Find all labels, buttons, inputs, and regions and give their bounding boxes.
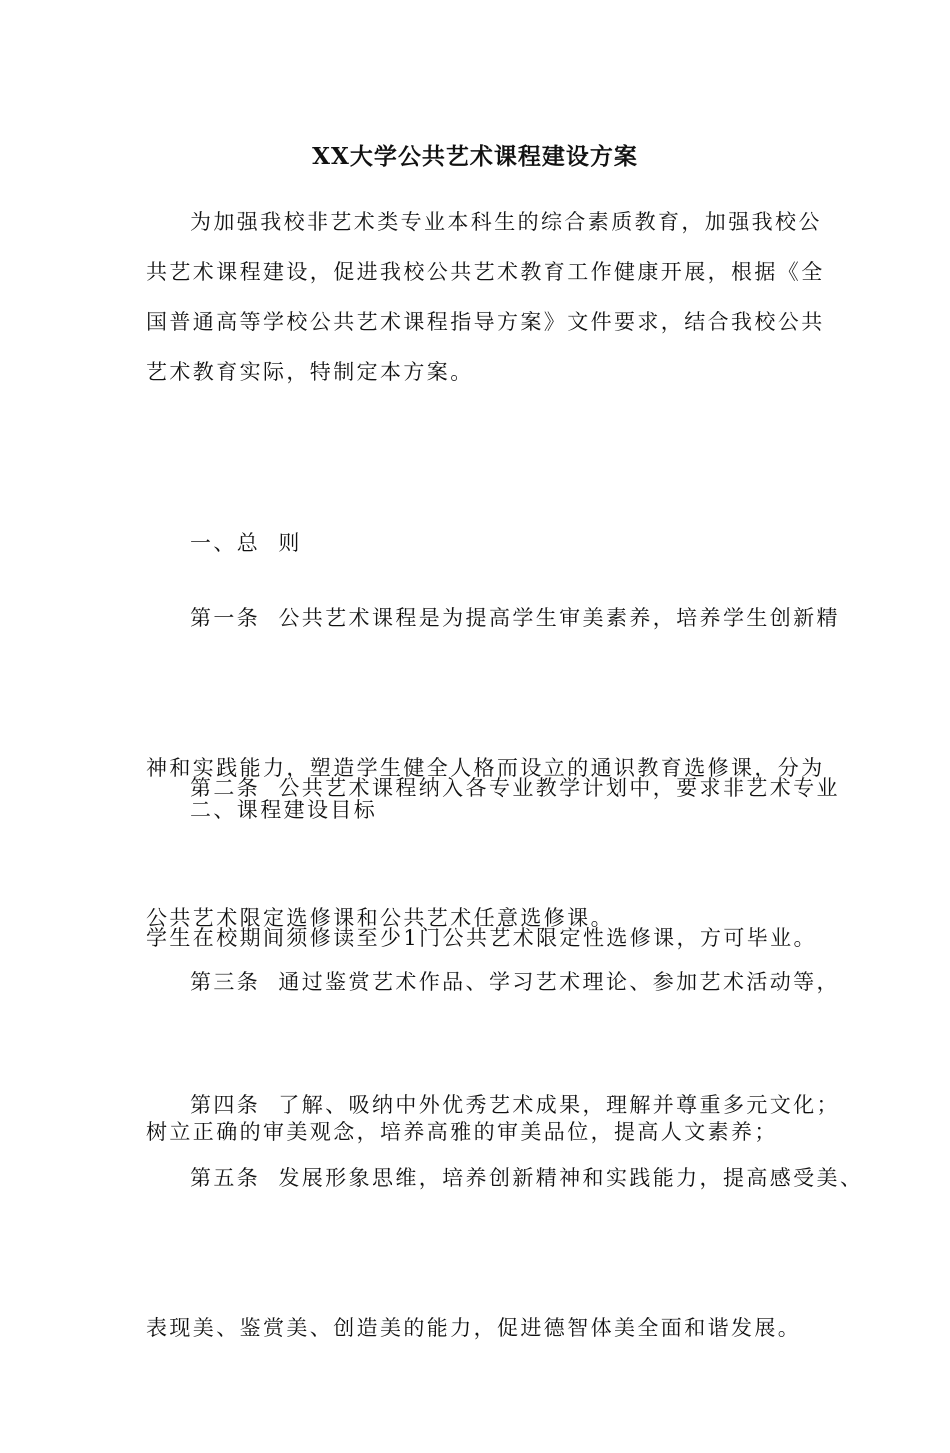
text-line: 公共艺术限定选修课和公共艺术任意选修课。 [146,906,614,930]
paragraph-article-5 [146,1053,864,1453]
text-line: 一、总 则 [190,531,302,555]
text-line: 第四条 了解、吸纳中外优秀艺术成果，理解并尊重多元文化； [190,1093,840,1117]
text-line: 树立正确的审美观念，培养高雅的审美品位，提高人文素养； [146,1120,778,1144]
text-line: 学生在校期间须修读至少1门公共艺术限定性选修课，方可毕业。 [146,926,817,950]
text-line: 第二条 公共艺术课程纳入各专业教学计划中，要求非艺术专业 [190,776,840,800]
section-heading-goals [146,785,826,835]
text-line: 第五条 发展形象思维，培养创新精神和实践能力，提高感受美、 [190,1166,864,1190]
text-line: 第一条 公共艺术课程是为提高学生审美素养，培养学生创新精 [190,606,840,630]
text-line: 共艺术课程建设，促进我校公共艺术教育工作健康开展，根据《全 [146,260,825,284]
text-line: 第三条 通过鉴赏艺术作品、学习艺术理论、参加艺术活动等， [190,970,840,994]
text-line: 国普通高等学校公共艺术课程指导方案》文件要求，结合我校公共 [146,310,825,334]
document-title: XX大学公共艺术课程建设方案 [312,143,638,170]
text-line: 为加强我校非艺术类专业本科生的综合素质教育，加强我校公 [190,210,822,234]
paragraph-intro [146,197,826,397]
text-line: 艺术教育实际，特制定本方案。 [146,360,474,384]
text-line: 二、课程建设目标 [190,798,378,822]
text-line: 神和实践能力，塑造学生健全人格而设立的通识教育选修课，分为 [146,756,825,780]
text-line: 表现美、鉴赏美、创造美的能力，促进德智体美全面和谐发展。 [146,1316,802,1340]
